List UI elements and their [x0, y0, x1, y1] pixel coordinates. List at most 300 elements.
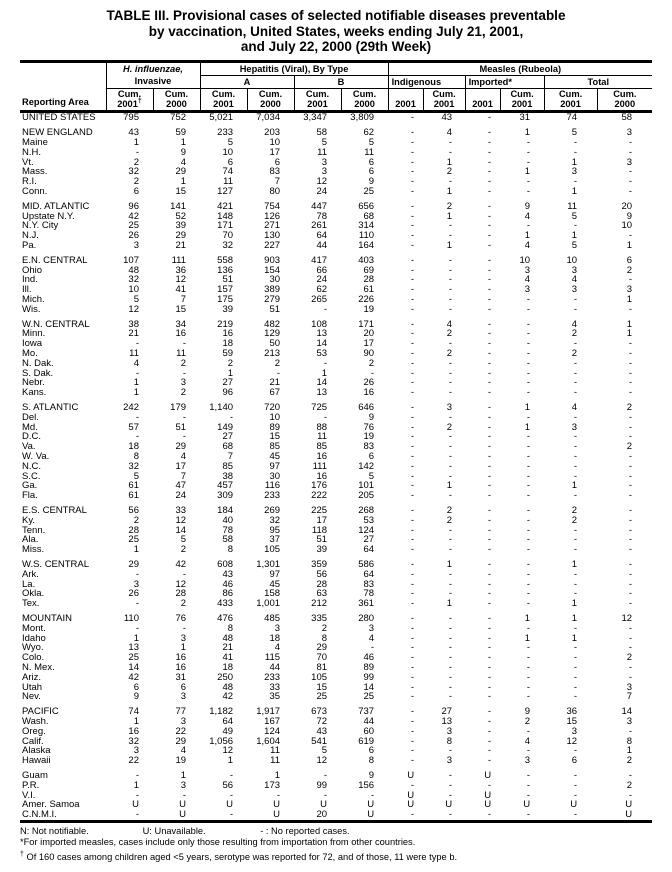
value-cell: 482: [264, 318, 281, 330]
value-cell: 48: [222, 632, 234, 644]
value-cell: -: [526, 441, 531, 453]
value-cell: 3: [368, 622, 375, 634]
value-cell: 61: [128, 490, 139, 502]
value-cell: -: [628, 558, 633, 570]
value-cell: -: [182, 411, 187, 423]
column-header: Cum. 2001: [200, 88, 247, 111]
value-cell: -: [487, 274, 492, 286]
value-cell: 39: [175, 220, 187, 232]
value-cell: -: [410, 411, 415, 423]
value-cell: -: [487, 715, 492, 727]
value-cell: U: [273, 799, 281, 811]
area-cell: NEW ENGLAND: [22, 127, 93, 139]
value-cell: U: [273, 809, 281, 821]
value-cell: 38: [222, 470, 234, 482]
value-cell: 39: [222, 303, 234, 315]
value-cell: 95: [269, 524, 281, 536]
value-cell: -: [526, 514, 531, 526]
value-cell: -: [410, 240, 415, 252]
value-cell: 25: [128, 220, 139, 232]
value-cell: 130: [264, 230, 281, 242]
value-cell: 2: [446, 421, 453, 433]
value-cell: -: [448, 681, 453, 693]
value-cell: 7: [626, 691, 633, 703]
table-row: [20, 462, 652, 472]
value-cell: -: [448, 661, 453, 673]
value-cell: 29: [316, 642, 328, 654]
value-cell: 110: [358, 230, 375, 242]
value-cell: -: [410, 725, 415, 737]
value-cell: 1: [133, 632, 139, 644]
value-cell: 10: [128, 284, 139, 296]
value-cell: 795: [123, 111, 139, 123]
value-cell: 1: [274, 769, 281, 781]
value-cell: -: [628, 568, 633, 580]
value-cell: 4: [524, 240, 531, 252]
value-cell: U: [484, 789, 492, 801]
value-cell: -: [410, 421, 415, 433]
value-cell: -: [410, 470, 415, 482]
value-cell: 124: [358, 524, 375, 536]
area-cell: Okla.: [22, 588, 45, 600]
area-cell: N.C.: [22, 460, 41, 472]
value-cell: 39: [316, 544, 328, 556]
value-cell: 21: [175, 240, 187, 252]
value-cell: -: [628, 387, 633, 399]
table-row: [20, 634, 652, 644]
value-cell: 2: [446, 166, 453, 178]
value-cell: 3: [571, 421, 578, 433]
value-cell: -: [182, 622, 187, 634]
value-cell: -: [487, 755, 492, 767]
table-row: [20, 231, 652, 241]
value-cell: -: [410, 387, 415, 399]
value-cell: 2: [626, 402, 633, 414]
value-cell: -: [573, 769, 578, 781]
table-row: [20, 673, 652, 683]
value-cell: 33: [269, 681, 281, 693]
value-cell: -: [526, 294, 531, 306]
value-cell: U: [179, 809, 187, 821]
value-cell: 12: [222, 745, 234, 757]
area-cell: Mo.: [22, 348, 38, 360]
table-row: [20, 800, 652, 810]
legend-unavailable: U: Unavailable.: [142, 825, 206, 836]
value-cell: 269: [264, 504, 281, 516]
value-cell: -: [526, 411, 531, 423]
value-cell: -: [628, 274, 633, 286]
value-cell: 7: [180, 470, 187, 482]
table-row: [20, 221, 652, 231]
value-cell: 11: [176, 348, 187, 360]
value-cell: 18: [222, 338, 234, 350]
value-cell: -: [526, 661, 531, 673]
table-row: [20, 128, 652, 138]
value-cell: -: [448, 671, 453, 683]
value-cell: 3: [626, 681, 633, 693]
value-cell: 3: [321, 156, 328, 168]
table-row: [20, 737, 652, 747]
value-cell: 48: [222, 681, 234, 693]
value-cell: -: [448, 176, 453, 188]
value-cell: 20: [621, 200, 633, 212]
value-cell: 59: [222, 348, 234, 360]
value-cell: 673: [311, 706, 328, 718]
value-cell: -: [573, 524, 578, 536]
area-cell: N.H.: [22, 146, 41, 158]
hib-label-line2: Invasive: [134, 76, 172, 86]
value-cell: 28: [316, 578, 328, 590]
value-cell: -: [526, 725, 531, 737]
value-cell: -: [448, 612, 453, 624]
value-cell: 83: [269, 166, 281, 178]
value-cell: -: [487, 735, 492, 747]
value-cell: 11: [364, 146, 375, 158]
value-cell: -: [323, 303, 328, 315]
value-cell: -: [628, 578, 633, 590]
header-group-row-1: [20, 61, 652, 75]
value-cell: -: [410, 558, 415, 570]
value-cell: -: [410, 441, 415, 453]
value-cell: 19: [363, 431, 375, 443]
value-cell: 173: [264, 779, 281, 791]
value-cell: -: [573, 568, 578, 580]
value-cell: -: [410, 490, 415, 502]
value-cell: 68: [363, 210, 375, 222]
value-cell: -: [628, 544, 633, 556]
value-cell: 219: [217, 318, 234, 330]
value-cell: 1: [133, 377, 139, 389]
value-cell: 154: [264, 264, 281, 276]
value-cell: 56: [128, 504, 139, 516]
value-cell: 18: [128, 441, 139, 453]
value-cell: 4: [180, 451, 187, 462]
area-cell: S.C.: [22, 470, 41, 482]
value-cell: -: [573, 137, 578, 149]
value-cell: 149: [217, 421, 234, 433]
value-cell: 36: [175, 264, 187, 276]
value-cell: 1: [133, 715, 139, 727]
value-cell: 85: [269, 441, 281, 453]
value-cell: -: [410, 809, 415, 821]
value-cell: 6: [368, 166, 375, 178]
value-cell: 3: [571, 725, 578, 737]
table-row: [20, 148, 652, 158]
value-cell: 3: [446, 402, 453, 414]
value-cell: 3: [626, 156, 633, 168]
value-cell: 1,182: [209, 706, 234, 718]
value-cell: -: [448, 274, 453, 286]
value-cell: -: [410, 504, 415, 516]
value-cell: 176: [311, 480, 328, 492]
value-cell: -: [410, 671, 415, 683]
value-cell: -: [526, 642, 531, 654]
value-cell: 3,347: [303, 111, 328, 123]
value-cell: 213: [264, 348, 281, 360]
value-cell: 3: [571, 284, 578, 296]
area-cell: Mont.: [22, 622, 46, 634]
value-cell: -: [526, 348, 531, 360]
value-cell: -: [323, 769, 328, 781]
value-cell: -: [487, 186, 492, 198]
value-cell: 66: [316, 264, 328, 276]
value-cell: -: [135, 338, 139, 350]
value-cell: 1: [524, 402, 531, 414]
value-cell: -: [229, 809, 234, 821]
value-cell: 7: [227, 451, 234, 462]
value-cell: -: [628, 348, 633, 360]
value-cell: 16: [316, 451, 328, 462]
value-cell: 1: [626, 318, 633, 330]
value-cell: 96: [222, 387, 234, 399]
value-cell: -: [526, 809, 531, 821]
value-cell: -: [448, 387, 453, 399]
value-cell: -: [410, 588, 415, 600]
table-row: [20, 320, 652, 330]
value-cell: 586: [358, 558, 375, 570]
value-cell: -: [526, 137, 531, 149]
value-cell: 3: [446, 725, 453, 737]
value-cell: 69: [363, 264, 375, 276]
value-cell: 3: [626, 284, 633, 296]
value-cell: -: [448, 294, 453, 306]
value-cell: U: [320, 799, 328, 811]
value-cell: 53: [363, 514, 375, 526]
value-cell: -: [135, 789, 139, 801]
value-cell: -: [487, 691, 492, 703]
value-cell: 3: [571, 264, 578, 276]
table-row: [20, 791, 652, 801]
value-cell: 14: [316, 338, 328, 350]
value-cell: -: [410, 622, 415, 634]
value-cell: -: [135, 411, 139, 423]
value-cell: -: [410, 460, 415, 472]
value-cell: -: [526, 544, 531, 556]
value-cell: 24: [175, 490, 187, 502]
area-cell: Hawaii: [22, 755, 51, 767]
value-cell: U: [367, 799, 375, 811]
value-cell: 4: [180, 156, 187, 168]
value-cell: 184: [217, 504, 234, 516]
area-cell: Ga.: [22, 480, 38, 492]
value-cell: -: [573, 220, 578, 232]
value-cell: -: [526, 568, 531, 580]
value-cell: 250: [217, 671, 234, 683]
value-cell: -: [526, 303, 531, 315]
value-cell: 49: [222, 725, 234, 737]
value-cell: 421: [217, 200, 234, 212]
value-cell: 101: [358, 480, 375, 492]
value-cell: 46: [222, 578, 234, 590]
value-cell: -: [487, 779, 492, 791]
value-cell: -: [448, 652, 453, 664]
value-cell: 13: [316, 387, 328, 399]
value-cell: -: [410, 431, 415, 443]
value-cell: 31: [175, 671, 187, 683]
table-row: [20, 378, 652, 388]
value-cell: 1,917: [256, 706, 281, 718]
value-cell: 16: [222, 328, 234, 340]
value-cell: 90: [363, 348, 375, 360]
value-cell: -: [487, 490, 492, 502]
table-row: [20, 717, 652, 727]
value-cell: -: [448, 451, 453, 462]
value-cell: -: [573, 470, 578, 482]
column-header: 2001: [465, 88, 500, 111]
value-cell: 68: [222, 441, 234, 453]
value-cell: 157: [217, 284, 234, 296]
footnote-serotype: [20, 849, 652, 864]
value-cell: U: [226, 799, 234, 811]
area-cell: Wash.: [22, 715, 49, 727]
column-header: Cum. 2000: [597, 88, 652, 111]
value-cell: 63: [316, 588, 328, 600]
value-cell: -: [448, 284, 453, 296]
value-cell: -: [526, 534, 531, 546]
value-cell: 111: [312, 460, 328, 472]
value-cell: -: [448, 264, 453, 276]
value-cell: -: [573, 691, 578, 703]
value-cell: 2: [571, 328, 578, 340]
value-cell: 80: [269, 186, 281, 198]
value-cell: 29: [175, 735, 187, 747]
title-line-1: TABLE III. Provisional cases of selected notifiable diseases preventable: [106, 8, 566, 23]
value-cell: 44: [316, 240, 328, 252]
value-cell: -: [410, 348, 415, 360]
value-cell: 6: [368, 745, 375, 757]
value-cell: -: [526, 220, 531, 232]
value-cell: 2: [227, 357, 234, 369]
value-cell: -: [573, 377, 578, 389]
value-cell: 1: [180, 176, 187, 188]
value-cell: -: [487, 534, 492, 546]
value-cell: -: [628, 524, 633, 536]
value-cell: -: [526, 156, 531, 168]
table-row: [20, 589, 652, 599]
value-cell: -: [628, 460, 633, 472]
value-cell: 51: [222, 274, 234, 286]
value-cell: -: [573, 146, 578, 158]
reporting-area-header: Reporting Area: [20, 61, 106, 111]
value-cell: 433: [217, 598, 234, 610]
value-cell: -: [526, 789, 531, 801]
value-cell: 74: [222, 166, 234, 178]
value-cell: 17: [175, 460, 187, 472]
value-cell: -: [410, 681, 415, 693]
value-cell: 227: [264, 240, 281, 252]
value-cell: 1: [133, 779, 139, 791]
area-cell: E.S. CENTRAL: [22, 504, 87, 516]
notifiable-diseases-table: [20, 60, 652, 823]
table-row: [20, 295, 652, 305]
value-cell: 1: [446, 558, 453, 570]
value-cell: -: [487, 671, 492, 683]
value-cell: 116: [264, 480, 281, 492]
value-cell: 32: [128, 735, 139, 747]
value-cell: 11: [567, 200, 578, 212]
value-cell: 3: [180, 377, 187, 389]
value-cell: -: [628, 451, 633, 462]
value-cell: 15: [316, 681, 328, 693]
value-cell: -: [370, 642, 375, 654]
table-row: [20, 452, 652, 462]
value-cell: 51: [316, 534, 328, 546]
value-cell: 752: [170, 111, 187, 123]
value-cell: -: [573, 671, 578, 683]
value-cell: 5: [571, 210, 578, 222]
footnote-legend: [20, 826, 652, 838]
value-cell: -: [410, 200, 415, 212]
value-cell: 6: [368, 156, 375, 168]
value-cell: 1: [133, 544, 139, 556]
table-row: [20, 369, 652, 379]
table-row: [20, 756, 652, 766]
value-cell: -: [573, 652, 578, 664]
value-cell: U: [367, 809, 375, 821]
value-cell: -: [487, 642, 492, 654]
value-cell: -: [448, 809, 453, 821]
value-cell: U: [407, 789, 415, 801]
table-row: [20, 810, 652, 821]
value-cell: -: [448, 338, 453, 350]
column-header: Cum. 2001†: [106, 88, 153, 111]
value-cell: 225: [311, 504, 328, 516]
value-cell: U: [484, 799, 492, 811]
value-cell: 32: [128, 460, 139, 472]
value-cell: -: [573, 642, 578, 654]
area-cell: S. ATLANTIC: [22, 402, 79, 414]
value-cell: -: [410, 451, 415, 462]
value-cell: 3: [626, 127, 633, 139]
value-cell: -: [487, 558, 492, 570]
value-cell: -: [573, 367, 578, 379]
value-cell: 22: [175, 725, 187, 737]
value-cell: -: [573, 451, 578, 462]
dagger-mark: †: [20, 850, 24, 858]
value-cell: 58: [316, 127, 328, 139]
value-cell: -: [573, 588, 578, 600]
value-cell: 110: [123, 612, 139, 624]
value-cell: 15: [175, 303, 187, 315]
value-cell: -: [628, 504, 633, 516]
value-cell: -: [526, 598, 531, 610]
value-cell: -: [323, 357, 328, 369]
value-cell: 3: [524, 755, 531, 767]
value-cell: 457: [217, 480, 234, 492]
value-cell: 27: [363, 534, 375, 546]
value-cell: 4: [133, 357, 139, 369]
value-cell: 11: [270, 745, 281, 757]
value-cell: -: [410, 156, 415, 168]
table-row: [20, 285, 652, 295]
value-cell: 5,021: [209, 111, 234, 123]
table-row: [20, 560, 652, 570]
table-row: [20, 349, 652, 359]
value-cell: 32: [128, 166, 139, 178]
value-cell: -: [628, 377, 633, 389]
value-cell: -: [487, 480, 492, 492]
value-cell: -: [628, 642, 633, 654]
value-cell: 2: [626, 779, 633, 791]
value-cell: -: [487, 504, 492, 516]
value-cell: 25: [128, 534, 139, 546]
value-cell: 6: [133, 681, 139, 693]
value-cell: -: [628, 588, 633, 600]
value-cell: 48: [128, 264, 139, 276]
value-cell: -: [487, 348, 492, 360]
value-cell: 1,056: [209, 735, 234, 747]
table-row: [20, 771, 652, 781]
